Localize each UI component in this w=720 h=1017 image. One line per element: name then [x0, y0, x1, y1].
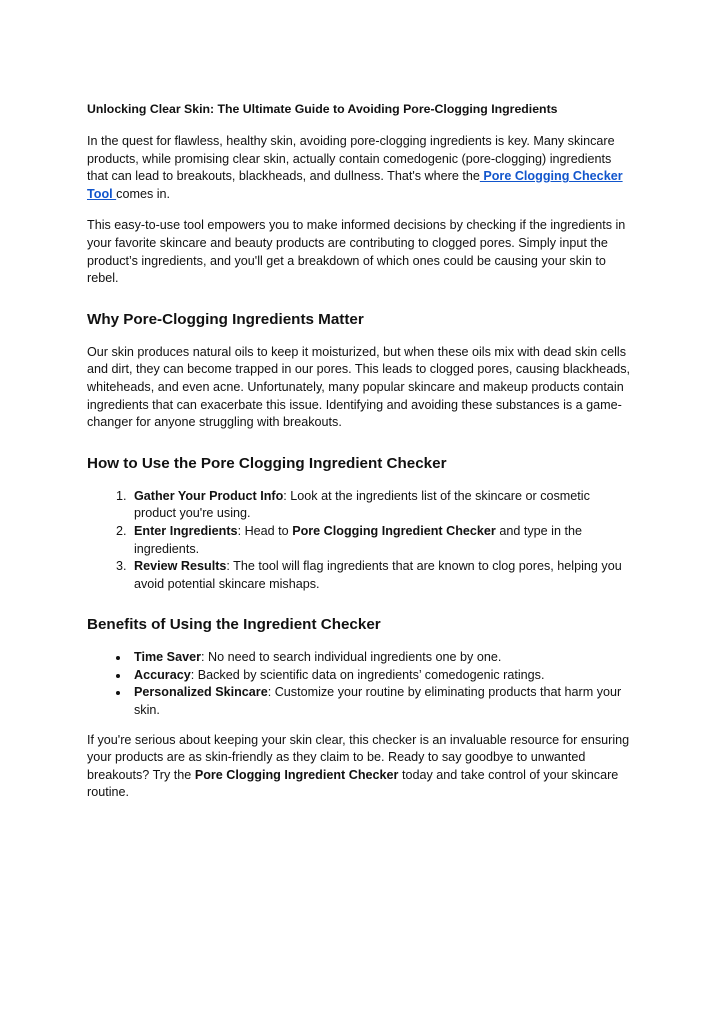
list-item — [130, 684, 634, 719]
closing-paragraph — [87, 732, 634, 802]
tool-description-paragraph: This easy-to-use tool empowers you to make informed decisions by checking if the ingredients in your favorite skincare and beauty products are contributing to clogged pores. Simply input the product’s ingredients, and you'll get a breakdown of which ones could be causing your skin to rebel. — [87, 218, 626, 286]
section-heading-why: Why Pore-Clogging Ingredients Matter — [87, 310, 364, 328]
list-item — [130, 488, 634, 523]
step-tool-name: Pore Clogging Ingredient Checker — [292, 523, 496, 538]
step-title: Enter Ingredients — [134, 523, 238, 538]
step-text: : Look at the ingredients list of the skincare or cosmetic product you're using. — [134, 488, 590, 521]
benefit-title: Time Saver — [134, 650, 201, 665]
section-why-body: Our skin produces natural oils to keep it moisturized, but when these oils mix with dead skin cells and dirt, they can become trapped in our pores. This leads to clogged pores, causing blackheads, whiteheads, and even acne. Unfortunately, many popular skincare and makeup products contain ingredients that can exacerbate this issue. Identifying and avoiding these substances is a game-changer for anyone struggling with breakouts. — [87, 344, 631, 430]
benefits-list — [87, 649, 634, 719]
closing-tool-name: Pore Clogging Ingredient Checker — [194, 767, 399, 782]
list-item — [130, 667, 634, 685]
pore-clogging-checker-link[interactable]: Pore Clogging Checker Tool — [87, 169, 623, 201]
closing-text-end: today and take control of your skincare routine. — [87, 767, 619, 800]
intro-text: In the quest for flawless, healthy skin, avoiding pore-clogging ingredients is key. Many skincare products, while promising clear skin, actually contain comedogenic (pore-clogging) ingredients that can lead to breakouts, blackheads, and dullness. That's where the — [87, 134, 615, 184]
intro-paragraph — [87, 133, 634, 203]
list-item — [130, 523, 634, 558]
step-title: Gather Your Product Info — [134, 488, 284, 503]
how-to-steps-list — [87, 488, 634, 594]
step-text: : Head to — [237, 523, 293, 538]
intro-text-end: comes in. — [116, 186, 171, 201]
benefit-title: Personalized Skincare — [134, 685, 268, 700]
benefit-title: Accuracy — [134, 667, 191, 682]
section-heading-how: How to Use the Pore Clogging Ingredient Checker — [87, 454, 447, 472]
step-text-end: and type in the ingredients. — [134, 523, 582, 556]
list-item — [130, 558, 634, 593]
benefit-text: : Backed by scientific data on ingredients’ comedogenic ratings. — [190, 667, 545, 682]
benefit-text: : Customize your routine by eliminating products that harm your skin. — [134, 685, 622, 718]
closing-text: If you're serious about keeping your skin clear, this checker is an invaluable resource for ensuring your products are as skin-friendly as they claim to be. Ready to say goodbye to unwanted breakouts? Try the — [87, 732, 630, 782]
step-text: : The tool will flag ingredients that are known to clog pores, helping you avoid potential skincare mishaps. — [134, 559, 622, 591]
benefit-text: : No need to search individual ingredients one by one. — [200, 650, 502, 665]
section-heading-benefits: Benefits of Using the Ingredient Checker — [87, 616, 381, 634]
document-title: Unlocking Clear Skin: The Ultimate Guide to Avoiding Pore-Clogging Ingredients — [87, 102, 558, 116]
list-item — [130, 649, 634, 667]
step-title: Review Results — [134, 559, 227, 574]
